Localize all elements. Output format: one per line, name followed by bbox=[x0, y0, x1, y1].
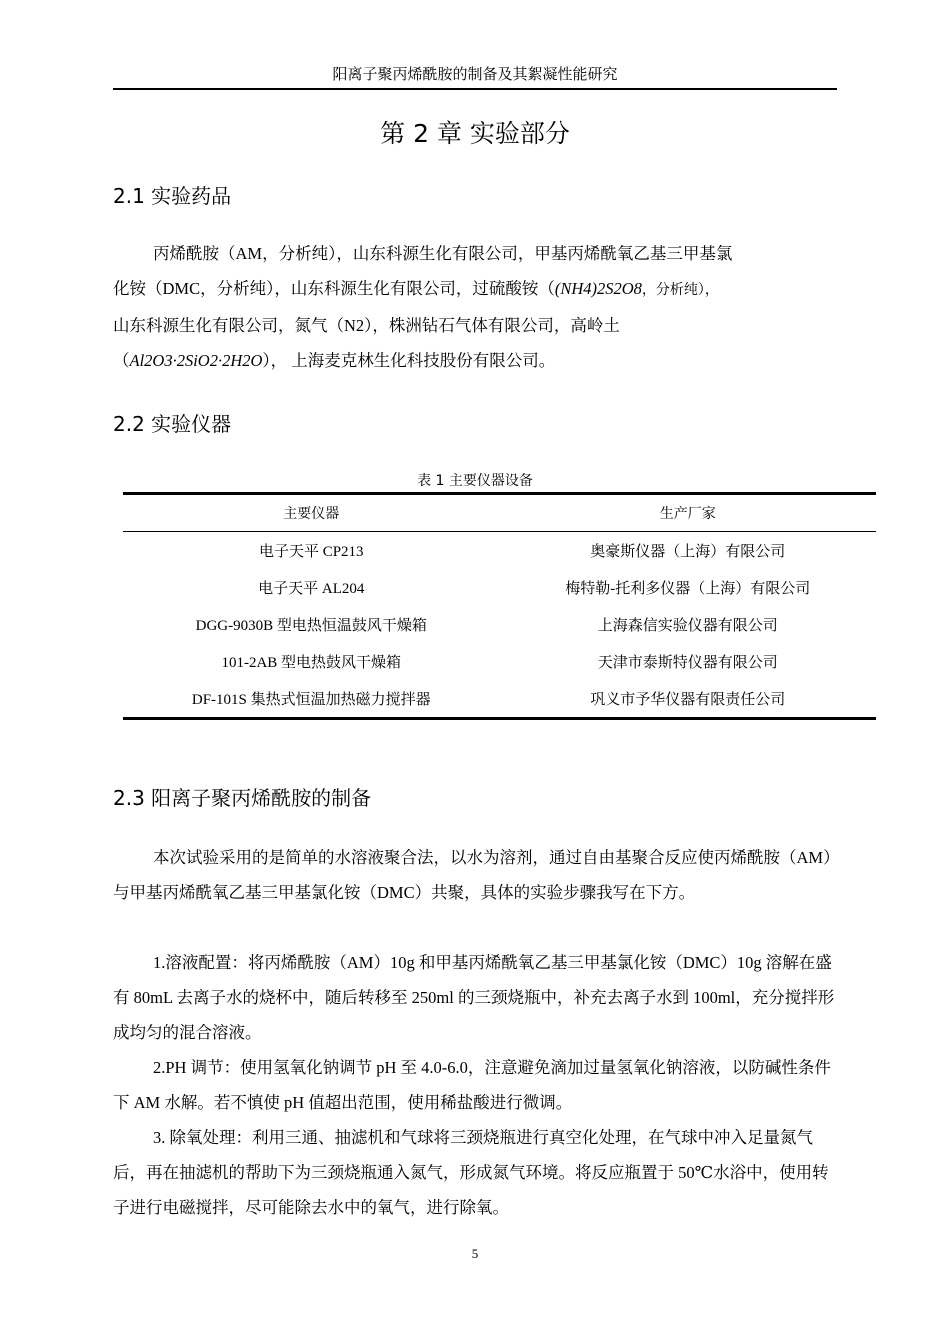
manufacturer-cell: 天津市泰斯特仪器有限公司 bbox=[597, 655, 778, 671]
section-title-2-3: 2.3 阳离子聚丙烯酰胺的制备 bbox=[113, 786, 372, 810]
step-3-paragraph: 3. 除氧处理：利用三通、抽滤机和气球将三颈烧瓶进行真空化处理，在气球中冲入足量氮气后，再在抽滤机的帮助下为三颈烧瓶通入氮气，形成氮气环境。将反应瓶置于 50℃水浴中，使用转子进行电磁搅拌，尽可能除去水中的氧气，进行除氧。 bbox=[113, 1128, 829, 1217]
table-row bbox=[123, 569, 876, 606]
manufacturer-cell: 巩义市予华仪器有限责任公司 bbox=[590, 692, 786, 708]
table-row bbox=[123, 532, 876, 570]
table-row bbox=[123, 680, 876, 719]
kaolin-formula: Al2O3·2SiO2·2H2O bbox=[129, 351, 263, 370]
reagents-line-3: 山东科源生化有限公司，氮气（N2），株洲钻石气体有限公司，高岭土 bbox=[113, 316, 620, 335]
page-number: 5 bbox=[471, 1246, 479, 1261]
instrument-cell: DF-101S 集热式恒温加热磁力搅拌器 bbox=[191, 692, 431, 708]
reagents-line-4a: （ bbox=[113, 351, 130, 370]
instrument-cell: DGG-9030B 型电热恒温鼓风干燥箱 bbox=[195, 618, 427, 634]
section-title-2-1: 2.1 实验药品 bbox=[113, 184, 232, 208]
manufacturer-cell: 梅特勒-托利多仪器（上海）有限公司 bbox=[565, 581, 811, 597]
manufacturer-cell: 上海森信实验仪器有限公司 bbox=[597, 618, 778, 634]
section-title-2-2: 2.2 实验仪器 bbox=[113, 412, 232, 436]
table-header-manufacturer: 生产厂家 bbox=[500, 494, 877, 532]
ammonium-persulfate-formula: (NH4)2S2O8 bbox=[554, 279, 642, 298]
reagents-line-2a: 化铵（DMC，分析纯），山东科源生化有限公司，过硫酸铵（ bbox=[113, 279, 555, 298]
instrument-cell: 电子天平 AL204 bbox=[258, 581, 365, 597]
step-2-paragraph: 2.PH 调节：使用氢氧化钠调节 pH 至 4.0-6.0，注意避免滴加过量氢氧化钠溶液，以防碱性条件下 AM 水解。若不慎使 pH 值超出范围，使用稀盐酸进行微调。 bbox=[113, 1058, 831, 1112]
step-1-paragraph: 1.溶液配置：将丙烯酰胺（AM）10g 和甲基丙烯酰氧乙基三甲基氯化铵（DMC）10g 溶解在盛有 80mL 去离子水的烧杯中，随后转移至 250ml 的三颈烧瓶中，补充去离子水到 100ml，充分搅拌形成均匀的混合溶液。 bbox=[113, 953, 835, 1042]
reagents-line-4b: ）， 上海麦克林生化科技股份有限公司。 bbox=[262, 351, 556, 370]
table-caption: 表 1 主要仪器设备 bbox=[417, 473, 533, 489]
table-row bbox=[123, 606, 876, 643]
manufacturer-cell: 奥豪斯仪器（上海）有限公司 bbox=[590, 544, 786, 560]
reagents-line-1: 丙烯酰胺（AM，分析纯），山东科源生化有限公司，甲基丙烯酰氧乙基三甲基氯 bbox=[153, 244, 733, 263]
table-row bbox=[123, 643, 876, 680]
reagents-line-2b: ，分析纯）， bbox=[641, 283, 719, 298]
table-header-instrument: 主要仪器 bbox=[123, 494, 500, 532]
instrument-table bbox=[123, 492, 876, 720]
instrument-cell: 电子天平 CP213 bbox=[258, 544, 364, 560]
running-header: 阳离子聚丙烯酰胺的制备及其絮凝性能研究 bbox=[113, 64, 837, 90]
reagents-paragraph bbox=[113, 236, 843, 378]
chapter-title: 第 2 章 实验部分 bbox=[380, 119, 570, 148]
intro-paragraph: 本次试验采用的是简单的水溶液聚合法，以水为溶剂，通过自由基聚合反应使丙烯酰胺（AM）与甲基丙烯酰氧乙基三甲基氯化铵（DMC）共聚，具体的实验步骤我写在下方。 bbox=[113, 848, 840, 902]
instrument-cell: 101-2AB 型电热鼓风干燥箱 bbox=[221, 655, 402, 671]
